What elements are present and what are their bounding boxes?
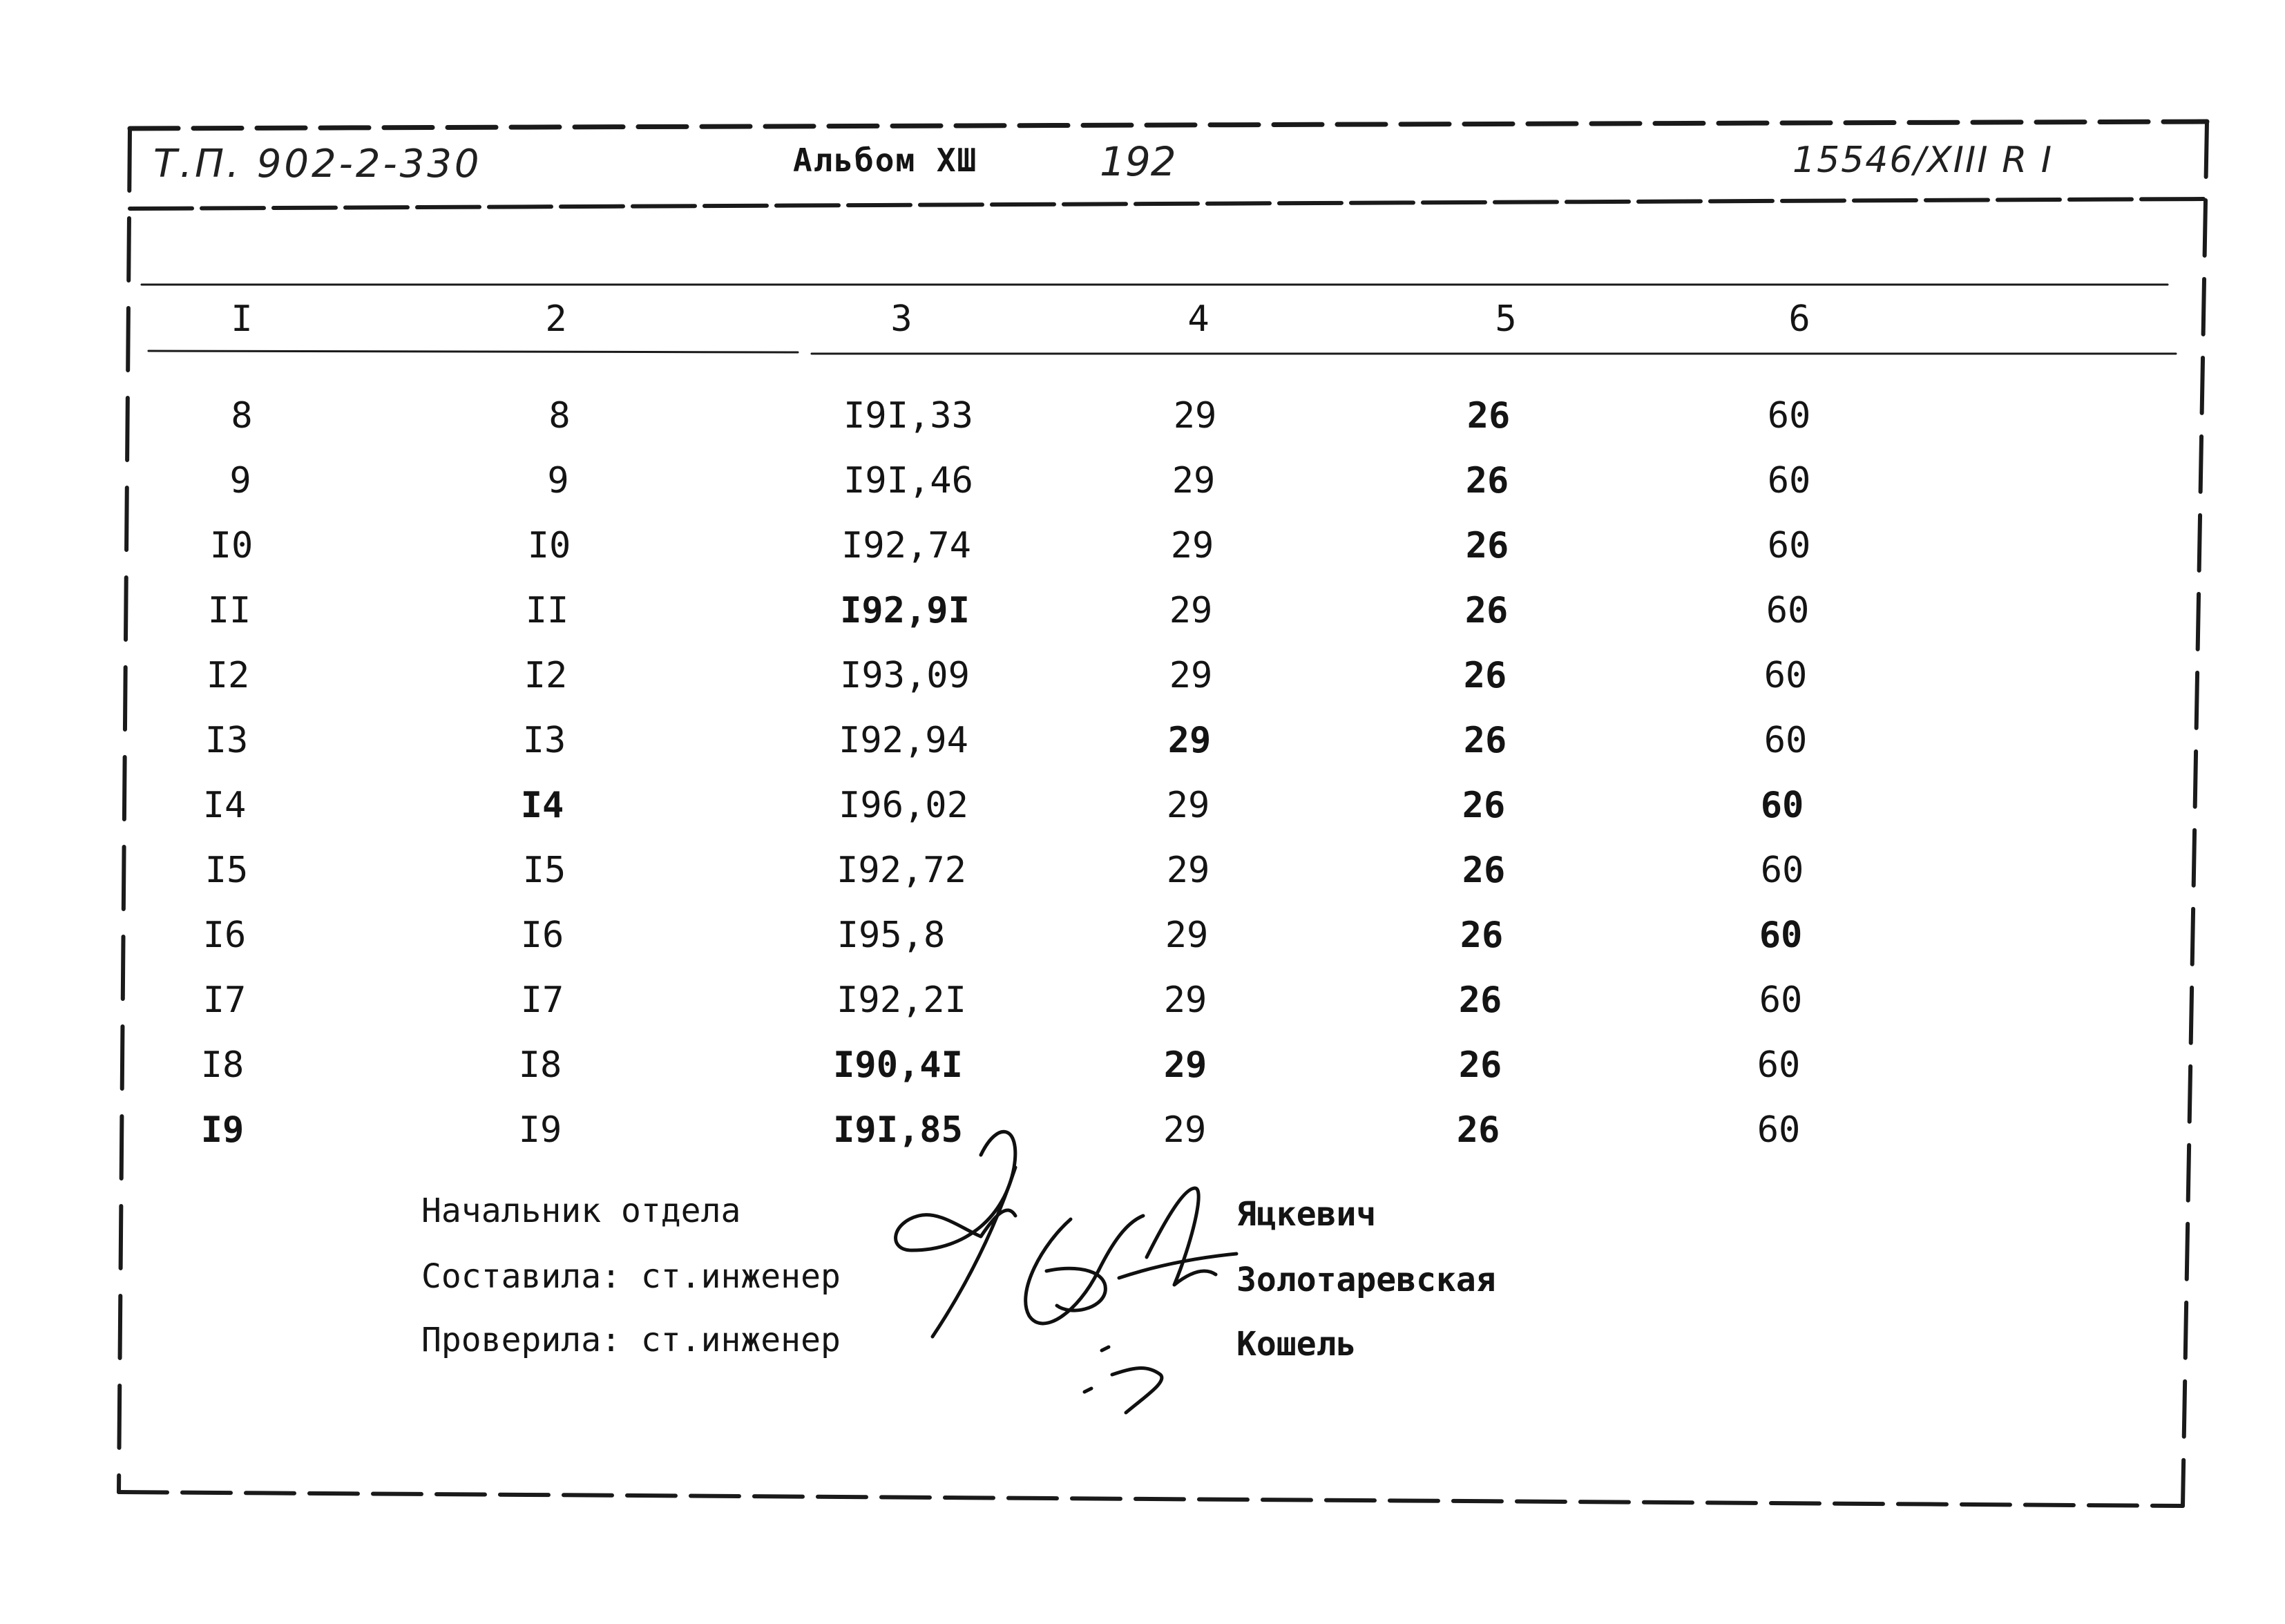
cell-col-3: I90,4I bbox=[833, 1044, 963, 1086]
cell-col-5: 26 bbox=[1462, 785, 1506, 826]
page-number: 192 bbox=[1100, 138, 1176, 185]
cell-col-6: 60 bbox=[1763, 655, 1808, 696]
cell-col-1: I2 bbox=[206, 655, 250, 696]
cell-col-6: 60 bbox=[1760, 785, 1804, 826]
cell-col-5: 26 bbox=[1463, 655, 1507, 696]
cell-col-4: 29 bbox=[1163, 1044, 1207, 1086]
column-header-6: 6 bbox=[1788, 298, 1810, 340]
table-row bbox=[0, 980, 2285, 1044]
table-head-rule-left bbox=[149, 351, 798, 352]
cell-col-1: 9 bbox=[229, 460, 251, 501]
table-row bbox=[0, 1109, 2285, 1174]
cell-col-3: I92,74 bbox=[841, 525, 971, 566]
table-row bbox=[0, 525, 2285, 590]
table-row bbox=[0, 655, 2285, 720]
cell-col-3: I93,09 bbox=[840, 655, 970, 696]
cell-col-3: I95,8 bbox=[836, 915, 946, 956]
album-label: Альбом ХШ bbox=[793, 142, 978, 179]
cell-col-4: 29 bbox=[1163, 1109, 1207, 1151]
cell-col-2: I5 bbox=[522, 850, 566, 891]
archive-number: 15546/XIII R I bbox=[1792, 140, 2054, 181]
signature-role-head: Начальник отдела bbox=[421, 1192, 741, 1230]
cell-col-3: I92,2I bbox=[836, 980, 966, 1021]
cell-col-3: I96,02 bbox=[839, 785, 968, 826]
cell-col-1: I0 bbox=[209, 525, 254, 566]
frame-bottom-border bbox=[119, 1492, 2183, 1506]
cell-col-6: 60 bbox=[1759, 915, 1803, 956]
cell-col-1: I3 bbox=[204, 720, 249, 761]
column-header-3: 3 bbox=[890, 298, 912, 340]
cell-col-1: II bbox=[207, 590, 251, 631]
table-row bbox=[0, 850, 2285, 915]
table-header bbox=[0, 298, 2285, 347]
table-row bbox=[0, 460, 2285, 525]
cell-col-3: I9I,33 bbox=[843, 395, 973, 437]
cell-col-2: I4 bbox=[520, 785, 564, 826]
table-row bbox=[0, 915, 2285, 980]
cell-col-6: 60 bbox=[1757, 1044, 1801, 1086]
cell-col-4: 29 bbox=[1173, 395, 1217, 437]
cell-col-4: 29 bbox=[1169, 655, 1213, 696]
cell-col-6: 60 bbox=[1759, 980, 1803, 1021]
cell-col-5: 26 bbox=[1460, 915, 1504, 956]
cell-col-5: 26 bbox=[1464, 590, 1509, 631]
cell-col-3: I92,9I bbox=[840, 590, 970, 631]
cell-col-1: I7 bbox=[202, 980, 247, 1021]
cell-col-5: 26 bbox=[1462, 850, 1506, 891]
table-row bbox=[0, 1044, 2285, 1109]
cell-col-3: I9I,85 bbox=[833, 1109, 963, 1151]
cell-col-5: 26 bbox=[1465, 525, 1509, 566]
cell-col-2: I8 bbox=[518, 1044, 562, 1086]
signature-role-checked: Проверила: ст.инженер bbox=[421, 1321, 841, 1359]
cell-col-4: 29 bbox=[1170, 525, 1214, 566]
cell-col-3: I9I,46 bbox=[843, 460, 973, 501]
column-header-2: 2 bbox=[545, 298, 567, 340]
cell-col-5: 26 bbox=[1465, 460, 1509, 501]
cell-col-1: I8 bbox=[200, 1044, 245, 1086]
frame-top-border bbox=[130, 122, 2207, 128]
cell-col-6: 60 bbox=[1767, 395, 1811, 437]
cell-col-5: 26 bbox=[1458, 1044, 1502, 1086]
table-row bbox=[0, 590, 2285, 655]
cell-col-2: I6 bbox=[520, 915, 564, 956]
signature-name-compiled: Золотаревская bbox=[1236, 1261, 1496, 1299]
cell-col-2: I3 bbox=[522, 720, 566, 761]
cell-col-2: 8 bbox=[548, 395, 571, 437]
column-header-4: 4 bbox=[1187, 298, 1210, 340]
cell-col-4: 29 bbox=[1163, 980, 1207, 1021]
cell-col-6: 60 bbox=[1767, 460, 1811, 501]
cell-col-4: 29 bbox=[1165, 915, 1209, 956]
cell-col-3: I92,94 bbox=[839, 720, 968, 761]
cell-col-3: I92,72 bbox=[836, 850, 966, 891]
cell-col-2: I9 bbox=[518, 1109, 562, 1151]
cell-col-1: I6 bbox=[202, 915, 247, 956]
cell-col-2: II bbox=[525, 590, 569, 631]
cell-col-2: I7 bbox=[520, 980, 564, 1021]
cell-col-4: 29 bbox=[1166, 785, 1210, 826]
cell-col-4: 29 bbox=[1166, 850, 1210, 891]
cell-col-1: I5 bbox=[204, 850, 249, 891]
cell-col-2: 9 bbox=[547, 460, 569, 501]
cell-col-6: 60 bbox=[1766, 590, 1810, 631]
cell-col-6: 60 bbox=[1767, 525, 1811, 566]
cell-col-1: 8 bbox=[231, 395, 253, 437]
cell-col-6: 60 bbox=[1757, 1109, 1801, 1151]
cell-col-2: I0 bbox=[527, 525, 571, 566]
cell-col-1: I9 bbox=[200, 1109, 245, 1151]
cell-col-5: 26 bbox=[1456, 1109, 1500, 1151]
cell-col-1: I4 bbox=[202, 785, 247, 826]
project-code: Т.П. 902-2-330 bbox=[153, 142, 482, 187]
table-row bbox=[0, 395, 2285, 460]
signature-name-checked: Кошель bbox=[1236, 1325, 1357, 1364]
cell-col-5: 26 bbox=[1466, 395, 1511, 437]
signature-role-compiled: Составила: ст.инженер bbox=[421, 1257, 841, 1296]
column-header-5: 5 bbox=[1495, 298, 1517, 340]
cell-col-4: 29 bbox=[1172, 460, 1216, 501]
cell-col-6: 60 bbox=[1760, 850, 1804, 891]
cell-col-5: 26 bbox=[1458, 980, 1502, 1021]
cell-col-6: 60 bbox=[1763, 720, 1808, 761]
signature-name-head: Яцкевич bbox=[1236, 1195, 1377, 1234]
table-row bbox=[0, 720, 2285, 785]
column-header-1: I bbox=[231, 298, 253, 340]
cell-col-5: 26 bbox=[1463, 720, 1507, 761]
cell-col-4: 29 bbox=[1167, 720, 1212, 761]
cell-col-2: I2 bbox=[524, 655, 568, 696]
header-rule bbox=[130, 199, 2205, 209]
table-row bbox=[0, 785, 2285, 850]
cell-col-4: 29 bbox=[1169, 590, 1213, 631]
